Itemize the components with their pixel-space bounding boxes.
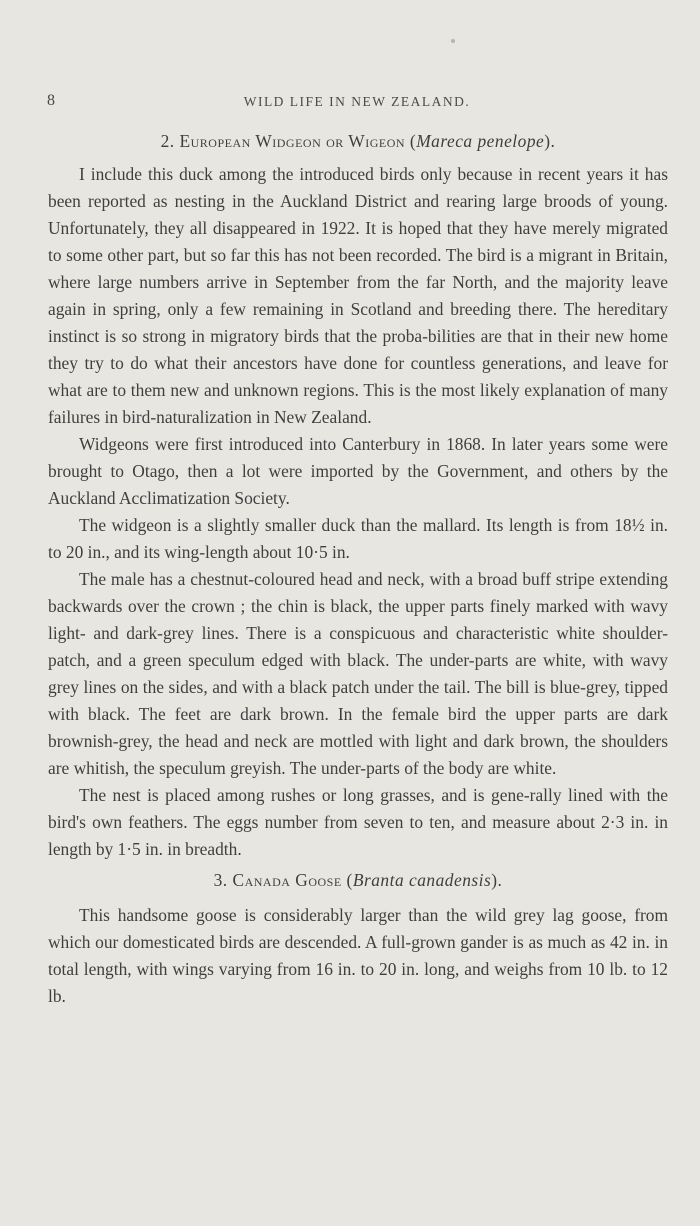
- page-body: [48, 128, 668, 1010]
- paragraph: The male has a chestnut-coloured head and neck, with a broad buff stripe extending backwards over the crown ; the chin is black, the upper parts finely marked with wavy light- and dark-grey lines. There is a conspicuous and characteristic white shoulder-patch, and a green speculum edged with black. The under-parts are white, with wavy grey lines on the sides, and with a black patch under the tail. The bill is blue-grey, tipped with black. The feet are dark brown. In the female bird the upper parts are dark brownish-grey, the head and neck are mottled with light and dark brown, the shoulders are whitish, the speculum greyish. The under-parts of the body are white.: [48, 569, 668, 778]
- section-common-name: European Widgeon or Wigeon: [179, 131, 406, 151]
- section-heading-widgeon: 2. European Widgeon or Wigeon (Mareca penelope).: [160, 131, 556, 151]
- paragraph: The nest is placed among rushes or long grasses, and is gene-rally lined with the bird's own feathers. The eggs number from seven to ten, and measure about 2·3 in. in length by 1·5 in. in breadth.: [48, 785, 668, 859]
- paper-speck: [451, 39, 455, 43]
- paragraph: Widgeons were first introduced into Canterbury in 1868. In later years some were brought to Otago, then a lot were imported by the Government, and others by the Auckland Acclimatization Society.: [48, 434, 668, 508]
- section-latin-name: Mareca penelope: [416, 131, 545, 151]
- paragraph: This handsome goose is considerably larger than the wild grey lag goose, from which our domesticated birds are descended. A full-grown gander is as much as 42 in. in total length, with wings varying from 16 in. to 20 in. long, and weighs from 10 lb. to 12 lb.: [48, 905, 668, 1006]
- page-number: 8: [47, 92, 55, 109]
- page-header: [47, 92, 667, 112]
- paragraph: I include this duck among the introduced birds only because in recent years it has been reported as nesting in the Auckland District and rearing large broods of young. Unfortunately, they all disappeared in 1922. It is hoped that they have merely migrated to some other part, but so far this has not been recorded. The bird is a migrant in Britain, where large numbers arrive in September from the far North, and the majority leave again in spring, only a few remaining in Scotland and breeding there. The hereditary instinct is so strong in migratory birds that the proba-bilities are that in their new home they try to do what their ancestors have done for countless generations, and leave for what are to them new and unknown regions. This is the most likely explanation of many failures in bird-naturalization in New Zealand.: [48, 164, 668, 427]
- section-number: 2.: [160, 131, 175, 151]
- section-heading-canada-goose: 3. Canada Goose (Branta canadensis).: [213, 870, 503, 890]
- section-common-name: Canada Goose: [232, 870, 342, 890]
- running-title: WILD LIFE IN NEW ZEALAND.: [243, 94, 471, 109]
- paragraph: The widgeon is a slightly smaller duck than the mallard. Its length is from 18½ in. to 20 in., and its wing-length about 10·5 in.: [48, 515, 668, 562]
- section-number: 3.: [213, 870, 228, 890]
- section-latin-name: Branta canadensis: [352, 870, 492, 890]
